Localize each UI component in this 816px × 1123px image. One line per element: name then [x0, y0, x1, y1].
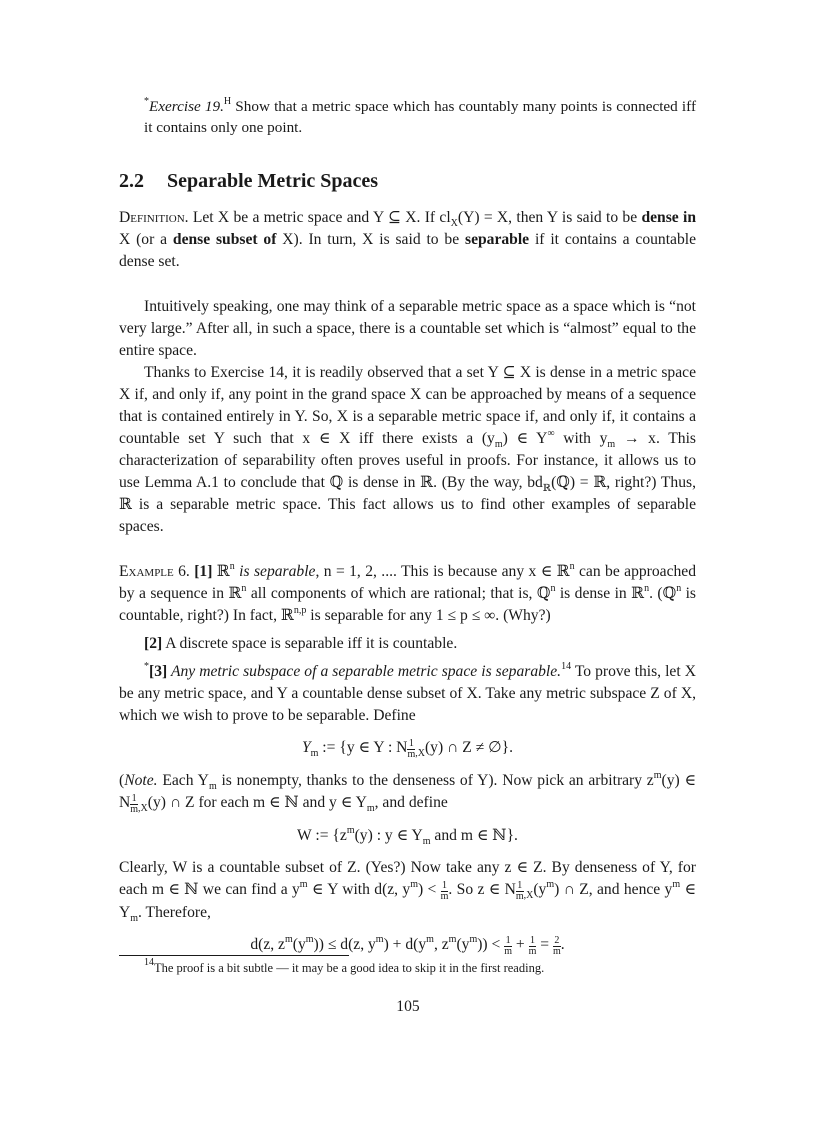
eq3-b: (y — [292, 936, 306, 953]
eq2-c: and m ∈ ℕ}. — [430, 827, 518, 844]
eq3-sup-4: m — [426, 934, 434, 945]
item1-i: is separable for any 1 ≤ p ≤ ∞. (Why?) — [306, 607, 551, 624]
example-6-item-2 — [119, 633, 696, 655]
p2-text-c: with y — [554, 430, 608, 447]
eq2-a: W := {z — [297, 827, 347, 844]
eq3-g: )) < — [477, 936, 505, 953]
page-number: 105 — [396, 998, 420, 1015]
eq3-sup-1: m — [284, 934, 293, 945]
term-dense-in: dense in — [641, 209, 696, 226]
clearly-sup-4: m — [672, 879, 681, 890]
eq2-sub: m — [422, 836, 431, 848]
example-label: Example 6. — [119, 563, 190, 580]
p2-sub: m — [494, 439, 503, 451]
clearly-h: . Therefore, — [138, 904, 211, 921]
equation-w — [119, 825, 696, 847]
item1-a: ℝ — [212, 563, 230, 580]
example-6-item-3 — [119, 661, 696, 727]
frac-num: 1 — [131, 793, 137, 804]
frac-num: 1 — [505, 935, 511, 946]
item1-e: all components of which are rational; that is, ℚ — [246, 585, 551, 602]
item-2-text: A discrete space is separable iff it is countable. — [162, 635, 458, 652]
clearly-d: . So z ∈ N — [448, 881, 516, 898]
item1-sup-np: n,p — [293, 605, 307, 616]
p2-text-d: → x. This characterization of separability often proves useful in proofs. For instance, it allows us to use Lemma A.1 to conclude that ℚ is dense in ℝ. (By the way, bd — [119, 430, 696, 491]
item1-sup-4: n — [550, 583, 556, 594]
equation-ym — [119, 737, 696, 760]
note-sup: m — [653, 770, 662, 781]
eq3-sup-2: m — [305, 934, 314, 945]
fraction-1-over-m — [130, 794, 138, 815]
eq2-b: (y) : y ∈ Y — [354, 827, 423, 844]
item1-sup-3: n — [241, 583, 247, 594]
eq3-sup-5: m — [448, 934, 457, 945]
eq1-lhs: Y — [301, 739, 311, 756]
paragraph-intuition: Intuitively speaking, one may think of a separable metric space as a space which is “not very large.” After all, in such a space, there is a countable set which is “almost” equal to the entire space. — [119, 298, 696, 359]
eq3-sup-3: m — [375, 934, 384, 945]
frac-den: m — [528, 946, 537, 957]
item-3-italic: Any metric subspace of a separable metric space is separable. — [167, 663, 562, 680]
footnote-text: The proof is a bit subtle — it may be a good idea to skip it in the first reading. — [154, 961, 545, 975]
item1-sup-2: n — [569, 561, 575, 572]
footnote-14 — [119, 957, 696, 976]
eq3-c: )) ≤ d(z, y — [313, 936, 376, 953]
clearly-c: ) < — [417, 881, 441, 898]
exercise-star: * — [144, 96, 149, 107]
example-6-item-1 — [119, 561, 696, 627]
spacer — [119, 538, 696, 561]
p2-text-a: Thanks to Exercise 14, it is readily observed that a set Y ⊆ X is dense in a metric space X if, and only if, any point in the grand space X can be approached by means of a sequence that is contained entirely in Y. So, X is a separable metric space if, and only if, it contains a countable set Y such that x ∈ X iff there exists a (y — [119, 364, 696, 447]
frac-den: m — [440, 891, 449, 902]
exercise-label: Exercise 19. — [149, 98, 224, 115]
item-2-number: [2] — [144, 635, 163, 652]
section-heading — [119, 169, 696, 193]
eq3-sup-6: m — [469, 934, 478, 945]
frac-den: m — [515, 891, 524, 902]
frac-den: m — [552, 946, 561, 957]
fraction-1-over-m — [516, 881, 524, 902]
note-sub: m — [208, 781, 217, 793]
definition — [119, 207, 696, 273]
section-number: 2.2 — [119, 170, 144, 192]
item1-c: , n = 1, 2, .... This is because any x ∈ ℝ — [315, 563, 570, 580]
exercise-19 — [119, 96, 696, 138]
definition-sub: X — [450, 218, 458, 230]
frac-num: 1 — [408, 738, 414, 749]
p2-sup: ∞ — [547, 428, 555, 439]
item-3-star: * — [144, 661, 149, 672]
footnote-ref-14: 14 — [561, 661, 572, 672]
footnote-rule — [119, 955, 349, 956]
frac-num: 1 — [517, 880, 523, 891]
item1-sup: n — [229, 561, 235, 572]
item1-g: . (ℚ — [649, 585, 677, 602]
eq3-end: . — [560, 936, 565, 953]
term-separable: separable — [465, 231, 530, 248]
p2-text-b: ) ∈ Y — [502, 430, 548, 447]
frac-num: 1 — [442, 880, 448, 891]
frac-num: 1 — [529, 935, 535, 946]
item-3-number: [3] — [149, 663, 168, 680]
clearly-a: Clearly, W is a countable subset of Z. (Yes?) Now take any z ∈ Z. By denseness of Y, for each m ∈ ℕ we can find a y — [119, 859, 696, 898]
clearly-sup-2: m — [410, 879, 418, 890]
note-f: , and define — [374, 794, 448, 811]
p2-sub-2: m — [607, 439, 616, 451]
item1-italic: is separable — [234, 563, 316, 580]
item-3-text: To prove this, let X be any metric space, and Y a countable dense subset of X. Take any metric subspace Z of X, which we wish to prove to be separable. Define — [119, 663, 696, 724]
eq1-mid: := {y ∈ Y : N — [318, 739, 408, 756]
eq2-sup: m — [346, 825, 355, 836]
note-d: (y) ∈ N — [119, 772, 696, 811]
note-c: is nonempty, thanks to the denseness of Y). Now pick an arbitrary z — [216, 772, 654, 789]
fraction-1-over-m — [504, 936, 512, 957]
item1-f: is dense in ℝ — [555, 585, 645, 602]
definition-text-4: X). In turn, X is said to be — [276, 231, 465, 248]
clearly-f: ) ∩ Z, and hence y — [554, 881, 673, 898]
frac-den: m — [130, 804, 139, 815]
paragraph-exercise-14 — [119, 362, 696, 538]
definition-label: Definition. — [119, 209, 189, 226]
definition-text-3: X (or a — [119, 231, 173, 248]
spacer — [119, 273, 696, 296]
clearly-e: (y — [533, 881, 547, 898]
item1-sup-5: n — [644, 583, 650, 594]
page-body — [119, 96, 696, 967]
clearly-paragraph — [119, 857, 696, 924]
frac-num: 2 — [554, 935, 560, 946]
clearly-b: ∈ Y with d(z, y — [307, 881, 411, 898]
frac-den: m — [407, 749, 416, 760]
eq1-sub-x: ,X — [415, 748, 425, 760]
eq3-f: (y — [456, 936, 470, 953]
eq3-e: , z — [433, 936, 449, 953]
clearly-sub-x: ,X — [523, 890, 534, 902]
item-1-number: [1] — [194, 563, 213, 580]
p2-sub-r: ℝ — [542, 483, 552, 495]
term-dense-subset: dense subset of — [172, 231, 277, 248]
fraction-2-over-m — [553, 936, 561, 957]
clearly-g: ∈ Y — [119, 881, 696, 921]
item1-d: can be approached by a sequence in ℝ — [119, 563, 697, 602]
eq3-equals: = — [536, 936, 553, 953]
clearly-sub: m — [130, 913, 139, 925]
clearly-sup: m — [299, 879, 308, 890]
definition-text-5: if it contains a countable dense set. — [119, 231, 697, 270]
note-sub-2: m — [366, 803, 375, 815]
note-e: (y) ∩ Z for each m ∈ ℕ and y ∈ Y — [147, 794, 367, 811]
item1-h: is countable, right?) In fact, ℝ — [119, 585, 697, 624]
note-paragraph — [119, 770, 696, 815]
note-label: Note. — [124, 772, 158, 789]
footnote-number: 14 — [144, 957, 154, 968]
definition-text-1: Let X be a metric space and Y ⊆ X. If cl — [188, 209, 451, 226]
p2-text-e: (ℚ) = ℝ, right?) Thus, ℝ is a separable metric space. This fact allows us to find other examples of separable spaces. — [119, 474, 696, 535]
equation-distance — [119, 934, 696, 957]
exercise-text: Show that a metric space which has countably many points is connected iff it contains only one point. — [144, 98, 696, 136]
definition-text-2: (Y) = X, then Y is said to be — [457, 209, 642, 226]
note-b: Each Y — [157, 772, 209, 789]
clearly-sup-3: m — [546, 879, 555, 890]
eq3-plus: + — [511, 936, 529, 953]
eq1-rest: (y) ∩ Z ≠ ∅}. — [424, 739, 514, 756]
eq3-a: d(z, z — [250, 936, 285, 953]
exercise-hint-mark: H — [223, 96, 232, 107]
eq3-d: ) + d(y — [383, 936, 427, 953]
note-a: ( — [119, 772, 125, 789]
frac-den: m — [504, 946, 512, 957]
item1-sup-6: n — [676, 583, 682, 594]
section-title: Separable Metric Spaces — [167, 170, 379, 192]
eq1-sub: m — [310, 748, 319, 760]
note-sub-x: ,X — [138, 803, 148, 815]
